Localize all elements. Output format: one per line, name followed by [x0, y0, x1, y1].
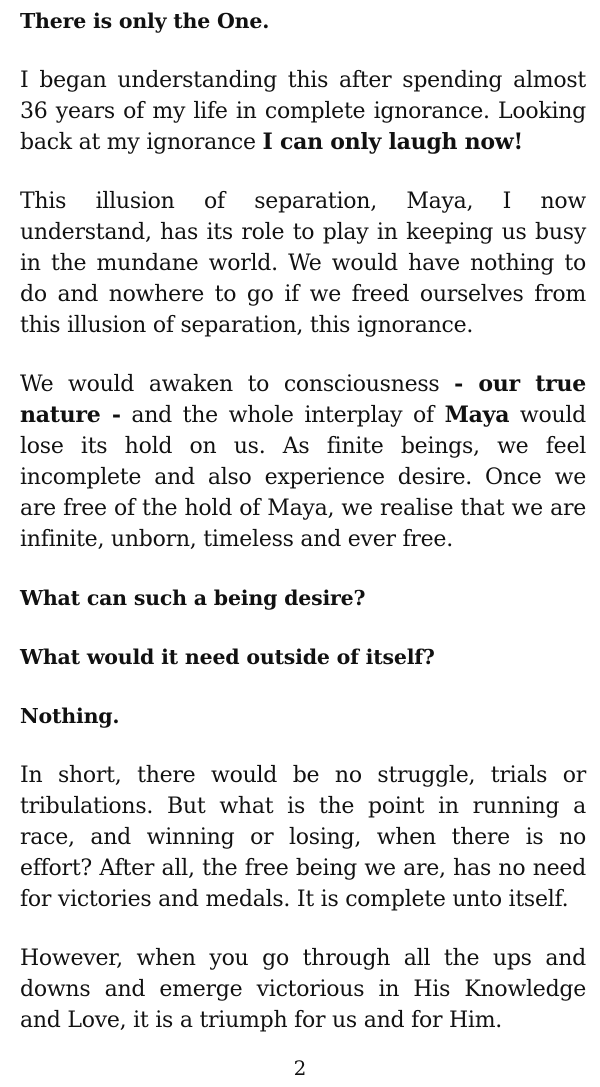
- book-page: [20, 6, 586, 1064]
- paragraph-ignorance-bold: I can only laugh now!: [262, 129, 523, 155]
- paragraph-illusion-text: This illusion of separation, Maya, I now understand, has its role to play in keeping us busy in the mundane world. We would have nothing to do and nowhere to go if we freed ourselves from this illusion of separation, this ignorance.: [20, 189, 586, 338]
- paragraph-awaken: [20, 369, 586, 555]
- page-number: 2: [293, 1056, 307, 1080]
- paragraph-ignorance-text: I began understanding this after spending almost 36 years of my life in complete ignorance. Looking back at my ignorance: [20, 68, 586, 155]
- heading-being-desire: What can such a being desire?: [20, 586, 366, 610]
- paragraph-triumph-text: However, when you go through all the ups and downs and emerge victorious in His Knowledge and Love, it is a triumph for us and for Him.: [20, 946, 586, 1033]
- paragraph-ignorance: [20, 65, 586, 158]
- paragraph-no-struggle: [20, 760, 586, 915]
- paragraph-illusion: [20, 186, 586, 341]
- paragraph-no-struggle-text: In short, there would be no struggle, trials or tribulations. But what is the point in running a race, and winning or losing, when there is no effort? After all, the free being we are, has no need for victories and medals. It is complete unto itself.: [20, 763, 586, 912]
- paragraph-awaken-text-1: We would awaken to consciousness: [20, 372, 455, 397]
- paragraph-awaken-text-2: and the whole interplay of: [120, 403, 445, 428]
- paragraph-awaken-bold-1: - our true nature -: [20, 371, 586, 428]
- paragraph-awaken-bold-2: Maya: [444, 402, 510, 428]
- heading-need-outside: What would it need outside of itself?: [20, 645, 435, 669]
- heading-nothing: Nothing.: [20, 704, 120, 728]
- paragraph-awaken-text-3: would lose its hold on us. As finite beings, we feel incomplete and also experience desire. Once we are free of the hold of Maya, we realise that we are infinite, unborn, timeless and ever free.: [20, 403, 586, 552]
- heading-only-the-one: There is only the One.: [20, 9, 270, 33]
- paragraph-triumph: [20, 943, 586, 1036]
